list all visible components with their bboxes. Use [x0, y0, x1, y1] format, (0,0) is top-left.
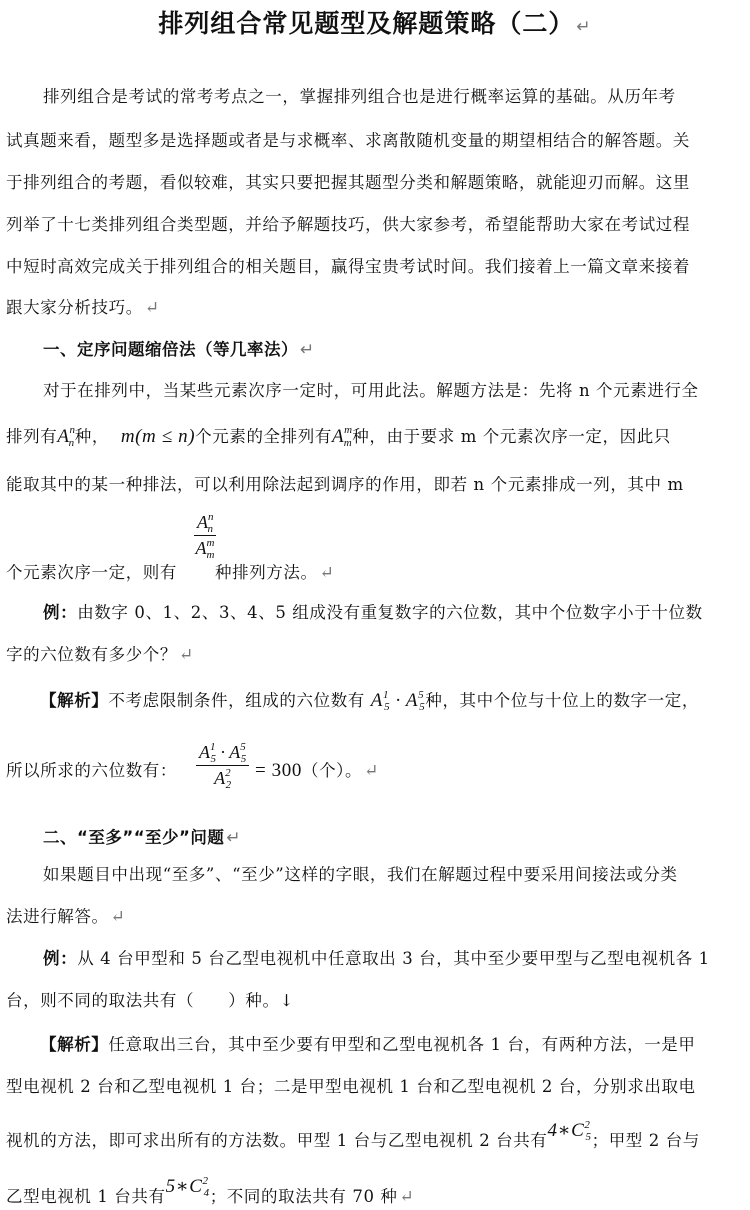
intro-line-5: 中短时高效完成关于排列组合的相关题目，赢得宝贵考试时间。我们接着上一篇文章来接着: [6, 257, 690, 276]
math-A-m-m: $A^m_m$: [331, 424, 353, 449]
solution-label: 【解析】: [40, 691, 109, 710]
intro-line-1: 排列组合是考试的常考考点之一，掌握排列组合也是进行概率运算的基础。从历年考: [43, 87, 676, 106]
intro-line-2: 试真题来看，题型多是选择题或者是与求概率、求离散随机变量的期望相结合的解答题。关: [6, 131, 690, 150]
section-1-heading: 一、定序问题缩倍法（等几率法） ↵: [43, 340, 315, 360]
section-2-solution-line-1: 【解析】任意取出三台，其中至少要有甲型和乙型电视机各 1 台，有两种方法，一是甲: [40, 1035, 696, 1054]
example-label: 例：: [43, 949, 78, 968]
section-1-line-2: 排列有$A^n_n$种， m(m ≤ n)个元素的全排列有$A^m_m$种，由于要求 m 个元素次序一定，因此只: [6, 424, 671, 449]
section-2-solution-line-4: 乙型电视机 1 台共有$5∗C^2_4$；不同的取法共有 70 种 ↵: [6, 1175, 415, 1207]
section-1-line-1: 对于在排列中，当某些元素次序一定时，可用此法。解题方法是：先将 n 个元素进行全: [43, 381, 699, 400]
math-fraction-solution: $\frac{A^1_5 \cdot A^5_5}{A^2_2}$: [196, 742, 249, 789]
section-2-line-2: 法进行解答。 ↵: [6, 907, 126, 927]
section-1-example-line-2: 字的六位数有多少个？ ↵: [6, 645, 194, 665]
section-1-example-line-1: 例：由数字 0、1、2、3、4、5 组成没有重复数字的六位数，其中个位数字小于十位数: [43, 603, 703, 622]
math-A51-A55: $A^1_5 \cdot A^5_5$: [370, 689, 426, 713]
section-2-solution-line-3: 视机的方法，即可求出所有的方法数。甲型 1 台与乙型电视机 2 台共有$4∗C^2_5$；甲型 2 台与: [6, 1119, 700, 1150]
solution-label: 【解析】: [40, 1035, 109, 1054]
page-title: 排列组合常见题型及解题策略（二） ↵: [158, 9, 592, 38]
section-2-example-line-2: 台，则不同的取法共有（ ）种。↓: [6, 991, 295, 1010]
section-2-solution-line-2: 型电视机 2 台和乙型电视机 1 台；二是甲型电视机 1 台和乙型电视机 2 台，分别求出取电: [6, 1077, 696, 1096]
section-2-heading: 二、“至多”“至少”问题 ↵: [43, 828, 242, 848]
section-1-line-4: 个元素次序一定，则有 种排列方法。 ↵: [6, 563, 335, 583]
section-1-solution-line-1: 【解析】不考虑限制条件，组成的六位数有 $A^1_5 \cdot A^5_5$种，其中个位与十位上的数字一定，: [40, 689, 699, 713]
intro-line-4: 列举了十七类排列组合类型题，并给予解题技巧，供大家参考，希望能帮助大家在考试过程: [6, 215, 690, 234]
math-m-condition: m(m ≤ n): [120, 426, 196, 447]
section-1-line-3: 能取其中的某一种排法，可以利用除法起到调序的作用，即若 n 个元素排成一列，其中 m: [6, 475, 684, 494]
math-4C52: $4∗C^2_5$: [547, 1119, 592, 1143]
section-2-example-line-1: 例：从 4 台甲型和 5 台乙型电视机中任意取出 3 台，其中至少要甲型与乙型电视机各 1: [43, 949, 710, 968]
math-5C42: $5∗C^2_4$: [165, 1175, 210, 1199]
intro-line-6: 跟大家分析技巧。 ↵: [6, 298, 160, 318]
section-1-solution-line-2: 所以所求的六位数有： = 300（个）。 ↵: [6, 760, 379, 781]
math-A-n-n: $A^n_n$: [57, 424, 76, 449]
section-2-line-1: 如果题目中出现“至多”、“至少”这样的字眼，我们在解题过程中要采用间接法或分类: [43, 865, 678, 884]
intro-line-3: 于排列组合的考题，看似较难，其实只要把握其题型分类和解题策略，就能迎刃而解。这里: [6, 173, 690, 192]
example-label: 例：: [43, 603, 78, 622]
math-fraction-A-n-over-A-m: $\frac{A^n_n}{A^m_m}$: [195, 511, 215, 561]
